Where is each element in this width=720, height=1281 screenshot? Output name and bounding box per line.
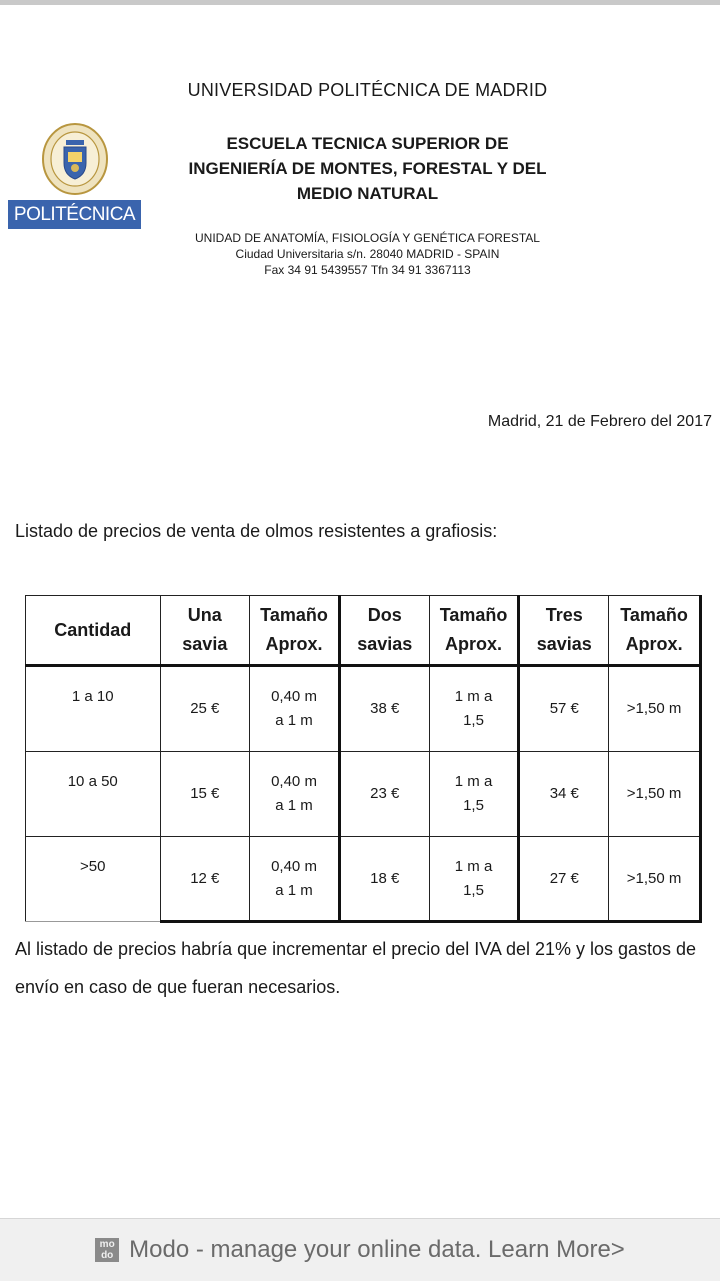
price-cell: 15 € xyxy=(160,752,250,837)
cell-line: 0,40 m xyxy=(271,773,317,790)
header-text: savia xyxy=(182,634,228,654)
header-text: Aprox. xyxy=(625,634,683,654)
table-header-row xyxy=(26,596,701,666)
quantity-cell: 10 a 50 xyxy=(26,752,161,837)
cell-line: a 1 m xyxy=(275,712,313,729)
top-divider xyxy=(0,0,720,5)
quantity-cell: 1 a 10 xyxy=(26,666,161,752)
cell-line: 0,40 m xyxy=(271,857,317,875)
quantity-cell: >50 xyxy=(26,837,161,922)
header-cell xyxy=(429,596,519,666)
price-cell: 12 € xyxy=(160,837,250,922)
size-cell: >1,50 m xyxy=(609,752,701,837)
letter-date: Madrid, 21 de Febrero del 2017 xyxy=(487,413,712,430)
upm-logo xyxy=(8,123,141,230)
school-name xyxy=(160,131,575,206)
unit-line: Ciudad Universitaria s/n. 28040 MADRID - SPAIN xyxy=(235,247,500,261)
cell-line: 1,5 xyxy=(463,712,484,729)
header-text: Tamaño xyxy=(439,605,508,625)
size-cell xyxy=(250,752,340,837)
price-cell: 25 € xyxy=(160,666,250,752)
header-text: Aprox. xyxy=(265,634,323,654)
header-cell xyxy=(250,596,340,666)
cell-line: a 1 m xyxy=(275,881,313,899)
table-row xyxy=(26,837,701,922)
modo-banner-text[interactable]: Modo - manage your online data. Learn More> xyxy=(129,1236,625,1263)
cell-line: 1 m a xyxy=(454,773,493,790)
cell-line: 0,40 m xyxy=(271,688,317,705)
price-cell: 18 € xyxy=(339,837,429,922)
unit-line: UNIDAD DE ANATOMÍA, FISIOLOGÍA Y GENÉTICA FORESTAL xyxy=(195,231,540,245)
header-text: Una xyxy=(187,605,222,625)
cell-line: 1,5 xyxy=(463,797,484,814)
size-cell xyxy=(250,837,340,922)
header-cell xyxy=(519,596,609,666)
size-cell: >1,50 m xyxy=(609,837,701,922)
header-text: savias xyxy=(536,634,592,654)
price-cell: 27 € xyxy=(519,837,609,922)
school-line: INGENIERÍA DE MONTES, FORESTAL Y DEL xyxy=(188,159,547,178)
intro-text: Listado de precios de venta de olmos resistentes a grafiosis: xyxy=(15,521,498,541)
price-cell: 38 € xyxy=(339,666,429,752)
school-line: MEDIO NATURAL xyxy=(296,184,439,203)
tax-shipping-note: Al listado de precios habría que incrementar el precio del IVA del 21% y los gastos de envío en caso de que fueran necesarios. xyxy=(15,939,697,997)
header-cell xyxy=(26,596,161,666)
unit-line: Fax 34 91 5439557 Tfn 34 91 3367113 xyxy=(264,263,471,277)
header-text: Tamaño xyxy=(620,605,688,625)
header-cell xyxy=(609,596,701,666)
logo-wordmark: POLITÉCNICA xyxy=(8,200,141,229)
modo-logo-icon: mo do xyxy=(95,1238,119,1262)
header-cell xyxy=(160,596,250,666)
price-table xyxy=(25,595,702,923)
cell-line: a 1 m xyxy=(275,797,313,814)
header-text: Cantidad xyxy=(54,619,132,640)
price-cell: 23 € xyxy=(339,752,429,837)
cell-line: 1 m a xyxy=(454,857,493,875)
header-text: Dos xyxy=(367,605,402,625)
header-text: savias xyxy=(357,634,413,654)
size-cell xyxy=(250,666,340,752)
table-row xyxy=(26,666,701,752)
size-cell: >1,50 m xyxy=(609,666,701,752)
modo-banner[interactable] xyxy=(0,1218,720,1281)
header-cell xyxy=(339,596,429,666)
header-text: Tamaño xyxy=(260,605,328,625)
table-row xyxy=(26,752,701,837)
header-text: Aprox. xyxy=(445,634,503,654)
unit-address xyxy=(160,230,575,278)
size-cell xyxy=(429,837,519,922)
size-cell xyxy=(429,752,519,837)
school-line: ESCUELA TECNICA SUPERIOR DE xyxy=(226,134,509,153)
cell-line: 1 m a xyxy=(454,688,493,705)
cell-line: 1,5 xyxy=(463,881,484,899)
size-cell xyxy=(429,666,519,752)
university-name: UNIVERSIDAD POLITÉCNICA DE MADRID xyxy=(187,80,548,100)
university-seal-icon xyxy=(42,123,108,195)
price-cell: 57 € xyxy=(519,666,609,752)
header-text: Tres xyxy=(545,605,583,625)
price-cell: 34 € xyxy=(519,752,609,837)
